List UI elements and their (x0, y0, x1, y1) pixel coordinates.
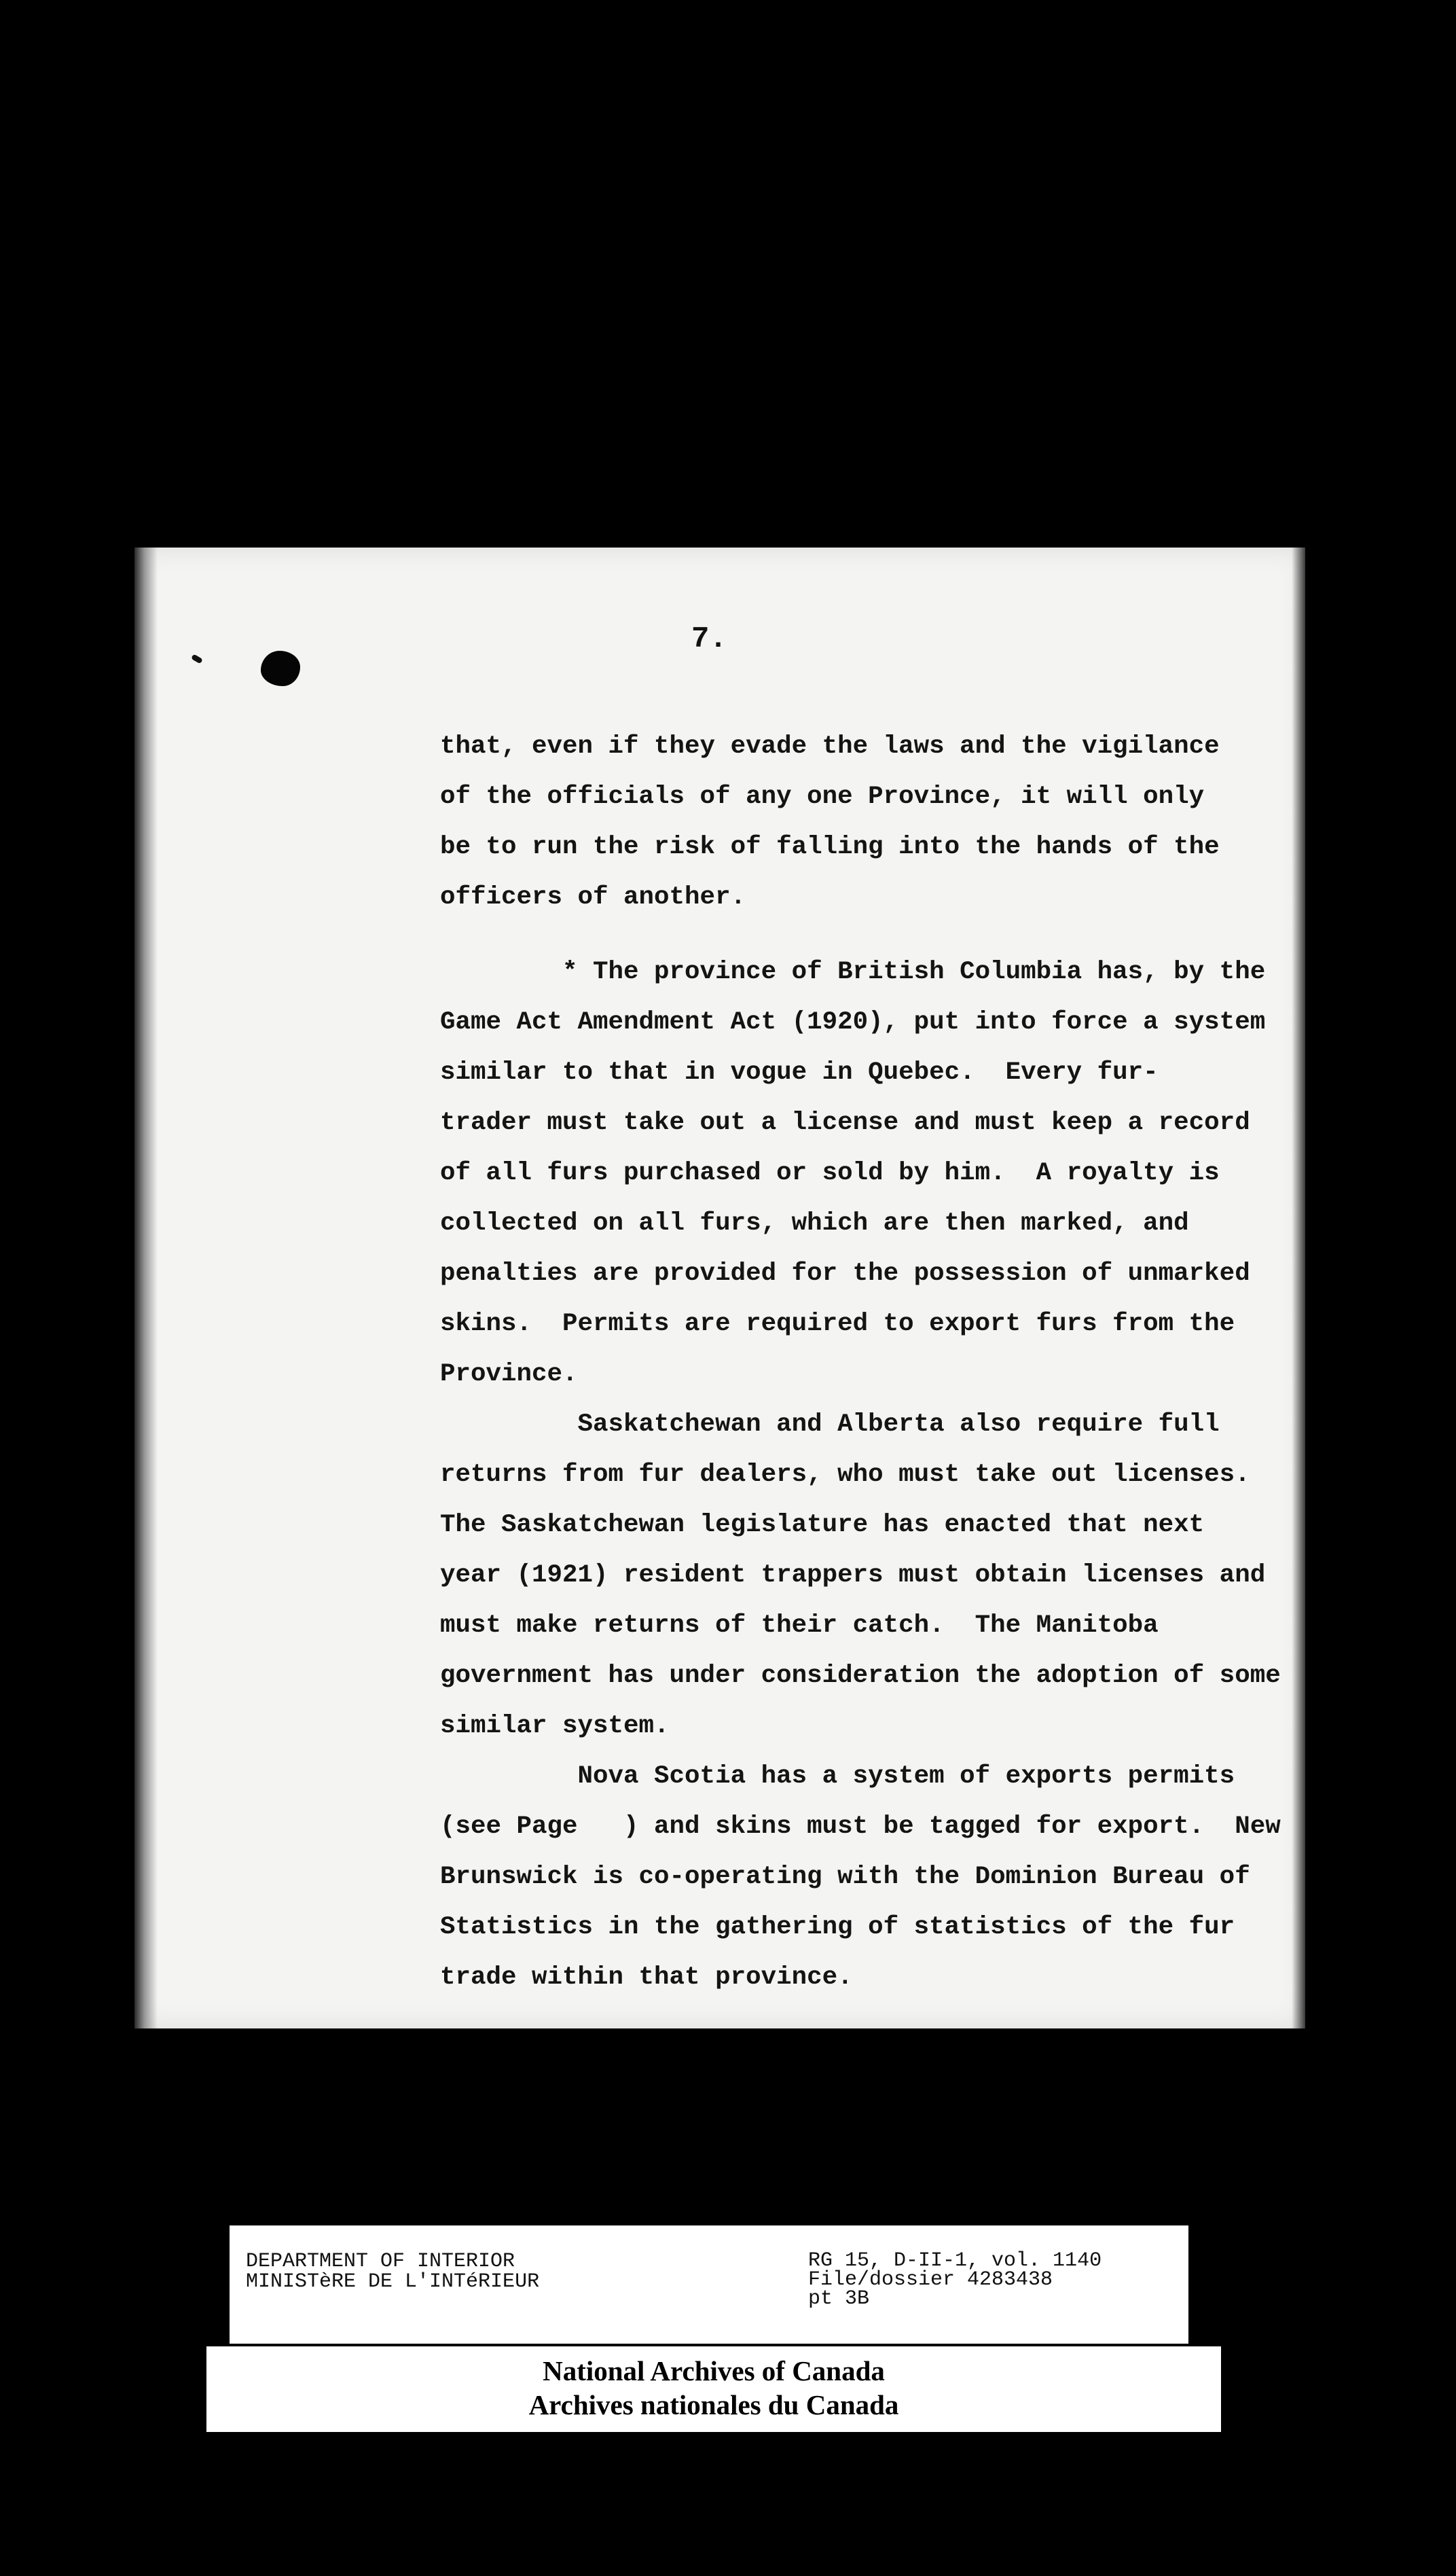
text-line: of the officials of any one Province, it will only (440, 783, 1205, 811)
paragraph (440, 1399, 1305, 1751)
text-line: trader must take out a license and must keep a record (440, 1109, 1250, 1137)
text-line: Nova Scotia has a system of exports permits (440, 1762, 1235, 1791)
text-line: Brunswick is co-operating with the Dominion Bureau of (440, 1863, 1250, 1891)
text-line: of all furs purchased or sold by him. A royalty is (440, 1159, 1220, 1187)
text-line: must make returns of their catch. The Manitoba (440, 1611, 1159, 1640)
page-speck (191, 654, 203, 664)
document-body (440, 721, 1305, 2003)
text-line: Statistics in the gathering of statistics of the fur (440, 1913, 1235, 1942)
text-line: government has under consideration the adoption of some (440, 1662, 1281, 1690)
department-en: DEPARTMENT OF INTERIOR (246, 2250, 515, 2273)
text-line: be to run the risk of falling into the hands of the (440, 833, 1220, 861)
archive-name-fr: Archives nationales du Canada (528, 2389, 899, 2420)
text-line: collected on all furs, which are then marked, and (440, 1209, 1189, 1238)
text-line: Province. (440, 1360, 578, 1389)
text-line: skins. Permits are required to export furs from the (440, 1310, 1235, 1338)
paragraph (440, 947, 1305, 1399)
reference-line: RG 15, D-II-1, vol. 1140 (808, 2249, 1102, 2272)
archive-banner (206, 2346, 1221, 2432)
reference-label (808, 2251, 1102, 2308)
text-line: Saskatchewan and Alberta also require full (440, 1410, 1220, 1439)
text-line: year (1921) resident trappers must obtain licenses and (440, 1561, 1266, 1590)
paragraph (440, 721, 1305, 923)
reference-line: pt 3B (808, 2287, 870, 2310)
page-number: 7. (691, 622, 727, 656)
document-page (134, 548, 1305, 2028)
department-label (246, 2251, 539, 2292)
department-fr: MINISTèRE DE L'INTéRIEUR (246, 2270, 540, 2293)
text-line: Game Act Amendment Act (1920), put into force a system (440, 1008, 1266, 1037)
text-line: The Saskatchewan legislature has enacted that next (440, 1511, 1205, 1539)
punch-hole (261, 651, 300, 686)
text-line: trade within that province. (440, 1963, 853, 1992)
text-line: similar system. (440, 1712, 670, 1740)
reference-line: File/dossier 4283438 (808, 2268, 1053, 2291)
archive-name-en: National Archives of Canada (543, 2355, 885, 2386)
text-line: that, even if they evade the laws and the vigilance (440, 732, 1220, 761)
text-line: officers of another. (440, 883, 746, 912)
text-line: penalties are provided for the possession of unmarked (440, 1259, 1250, 1288)
text-line: * The province of British Columbia has, by the (440, 958, 1266, 986)
paragraph (440, 1751, 1305, 2003)
text-line: similar to that in vogue in Quebec. Every fur- (440, 1058, 1159, 1087)
text-line: returns from fur dealers, who must take out licenses. (440, 1461, 1250, 1489)
archive-reference-label (230, 2225, 1188, 2344)
text-line: (see Page ) and skins must be tagged for export. New (440, 1812, 1281, 1841)
